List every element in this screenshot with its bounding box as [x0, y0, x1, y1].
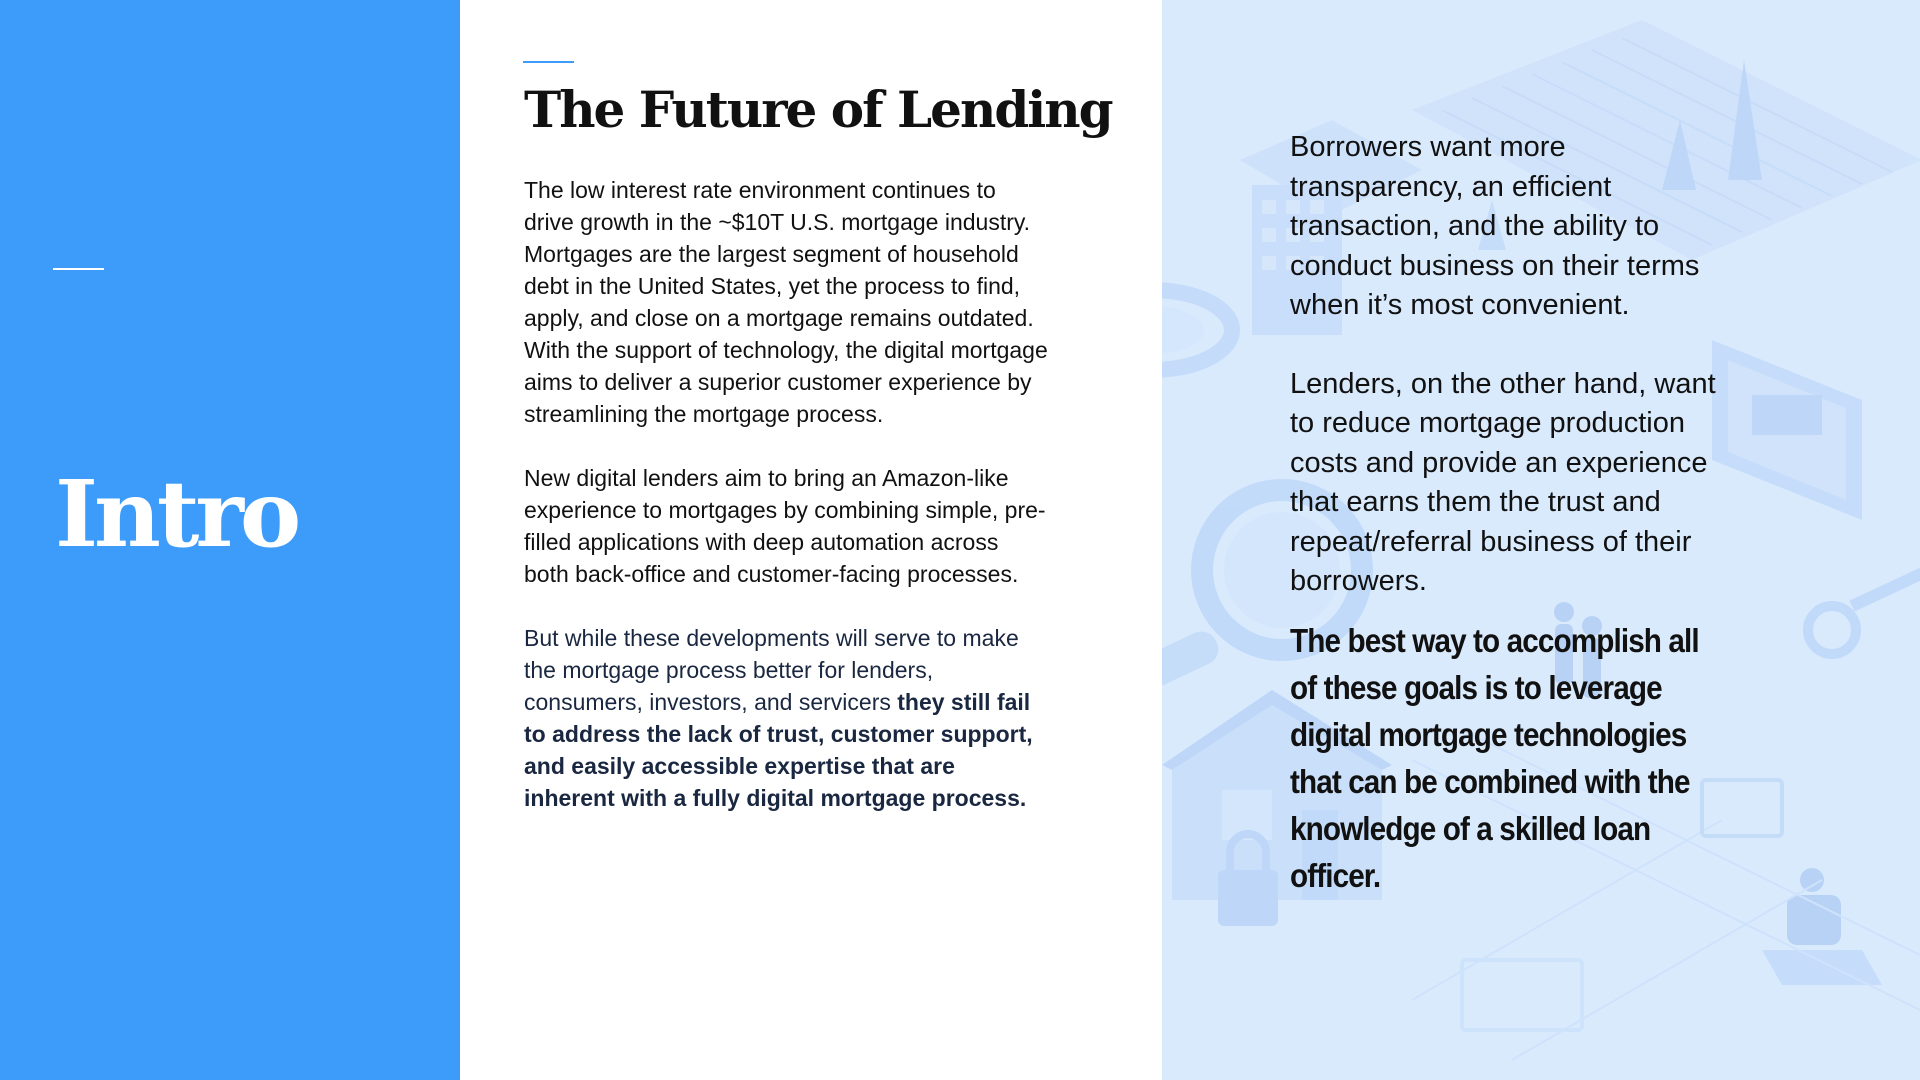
aside-paragraph-1: Borrowers want more transparency, an efficient transaction, and the ability to conduct business on their terms when it’s most convenient. — [1290, 131, 1700, 321]
body-column — [524, 174, 1049, 846]
body-paragraph-2: New digital lenders aim to bring an Amazon-like experience to mortgages by combining simple, pre-filled applications with deep automation across both back-office and customer-facing processes. — [524, 465, 1046, 587]
body-paragraph-3-regular: But while these developments will serve to make the mortgage process better for lenders, consumers, investors, and servicers — [524, 625, 1019, 715]
body-paragraph-3 — [524, 622, 1049, 814]
heading-accent-rule — [523, 61, 574, 63]
aside-paragraph-2: Lenders, on the other hand, want to reduce mortgage production costs and provide an experience that earns them the trust and repeat/referral business of their borrowers. — [1290, 367, 1716, 597]
intro-accent-rule — [53, 268, 104, 270]
body-paragraph-1: The low interest rate environment continues to drive growth in the ~$10T U.S. mortgage industry. Mortgages are the largest segment of household debt in the United States, yet the process to find, apply, and close on a mortgage remains outdated. With the support of technology, the digital mortgage aims to deliver a superior customer experience by streamlining the mortgage process. — [524, 177, 1048, 427]
body-paragraph-3-emphasis: they still fail to address the lack of trust, customer support, and easily accessible expertise that are inherent with a fully digital mortgage process. — [524, 689, 1033, 811]
aside-conclusion: The best way to accomplish all of these goals is to leverage digital mortgage technologies that can be combined with the knowledge of a skilled loan officer. — [1290, 621, 1699, 894]
page-heading: The Future of Lending — [524, 80, 1112, 139]
section-title: Intro — [55, 460, 298, 568]
aside-text — [1290, 128, 1730, 899]
